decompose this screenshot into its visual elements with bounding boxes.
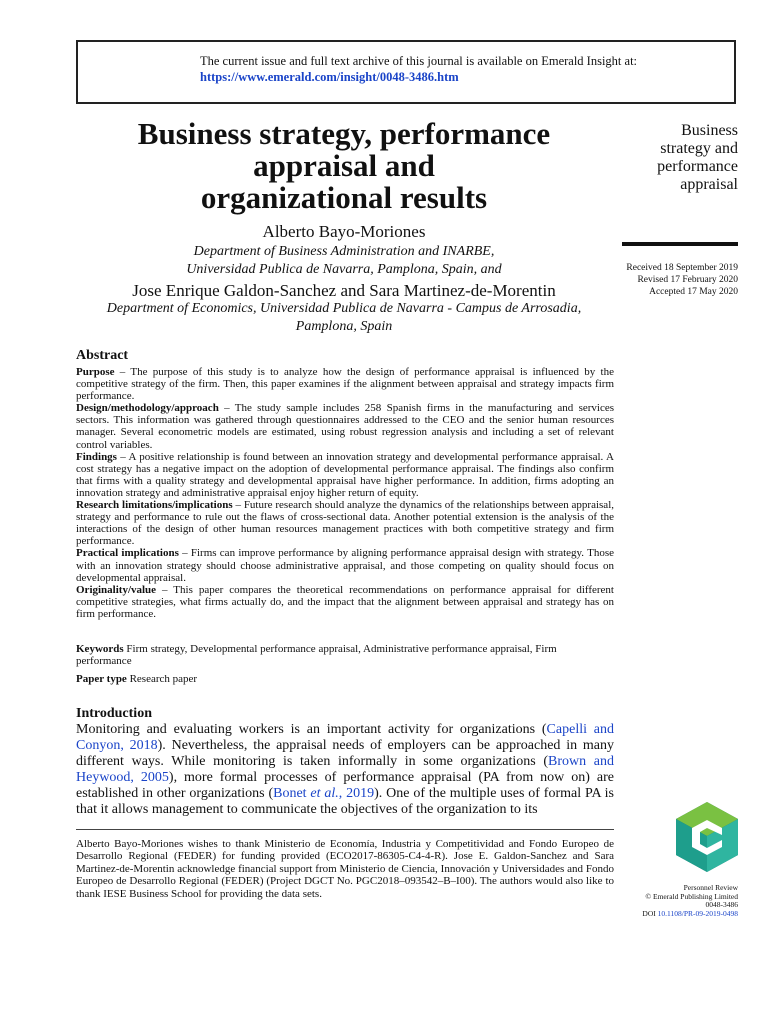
citation-link[interactable]: Capelli and Conyon, 2018 (76, 722, 614, 753)
affiliation-line: Department of Business Administration and INARBE, (193, 244, 495, 259)
section-text: – Future research should analyze the dynamics of the relationships between appraisal, strategy and performance to rule out the flaws of cross-sectional data. Another potential extension is the analysis of the interactions of the design of other human resources management practices with both competitive strategy and firm performance. (76, 499, 614, 548)
abstract-heading: Abstract (76, 348, 129, 363)
section-label: Purpose (76, 366, 115, 378)
citation-author: Bonet (273, 786, 311, 801)
affiliation-line: Department of Economics, Universidad Publica de Navarra - Campus de Arrosadia, (106, 301, 582, 316)
section-text: – A positive relationship is found between an innovation strategy and developmental performance appraisal. A cost strategy has a negative impact on the adoption of developmental performance appraisal. The findings also confirm that firms with a quality strategy and developmental appraisal have higher performance. In addition, firms adopting an innovation strategy and administrative appraisal enjoy higher return of equity. (76, 450, 614, 499)
affiliation-line: Universidad Publica de Navarra, Pamplona, Spain, and (186, 262, 502, 277)
introduction-heading: Introduction (76, 706, 152, 721)
citation-year: , 2019 (338, 786, 375, 801)
journal-doi (600, 910, 738, 919)
abstract-body (76, 366, 614, 620)
section-text: – The study sample includes 258 Spanish firms in the manufacturing and services sectors. This information was gathered through questionnaires addressed to the CEO and the senior human resources manager. Several econometric models are estimated, using robust regression analysis and including a set of relevant control variables. (76, 402, 614, 451)
body-text: Monitoring and evaluating workers is an important activity for organizations ( (76, 722, 547, 737)
running-head-rule (622, 242, 738, 246)
keywords-text: Firm strategy, Developmental performance appraisal, Administrative performance appraisal, Firm performance (76, 643, 557, 668)
keywords-label: Keywords (76, 643, 124, 655)
abstract-section (76, 366, 614, 402)
title-line: Business strategy, performance (137, 116, 551, 151)
journal-issn: 0048-3486 (705, 900, 738, 910)
abstract-section (76, 499, 614, 547)
journal-banner (76, 40, 736, 104)
abstract-section (76, 402, 614, 450)
doi-link[interactable]: 10.1108/PR-09-2019-0498 (657, 908, 738, 918)
section-label: Findings (76, 450, 117, 463)
paper-type (76, 673, 614, 685)
running-head-line: strategy and (660, 140, 738, 157)
introduction-body (76, 722, 614, 818)
received-date: Received 18 September 2019 (626, 263, 738, 273)
body-text: ). Nevertheless, the appraisal needs of employers can be approached in many different ways. While monitoring is taken informally in some organizations ( (76, 738, 615, 769)
crossmark-logo-icon (676, 802, 738, 872)
running-head-line: appraisal (680, 176, 738, 193)
article-dates (600, 262, 738, 298)
abstract-section (76, 584, 614, 620)
citation-etal: et al. (310, 786, 339, 801)
affiliation-2 (76, 300, 612, 336)
section-text: – The purpose of this study is to analyze how the design of performance appraisal is influenced by the competitive strategy of the firm. Then, this paper examines if the alignment between appraisal and strategy impacts firm performance. (76, 366, 614, 403)
author-1: Alberto Bayo-Moriones (262, 222, 426, 241)
running-head (600, 122, 738, 194)
affiliation-line: Pamplona, Spain (295, 319, 393, 334)
abstract-section (76, 451, 614, 499)
section-text: – This paper compares the theoretical recommendations on performance appraisal for different competitive strategies, what firms actually do, and the impact that the alignment between appraisal and strategy has on firm performance. (76, 583, 614, 620)
doi-label: DOI (642, 908, 658, 918)
running-head-line: performance (657, 158, 738, 175)
body-text: ). One of the multiple uses of formal PA is that it allows management to communicate the objectives of the organization to its (76, 786, 614, 817)
running-head-line: Business (681, 122, 738, 139)
section-label: Design/methodology/approach (76, 402, 219, 415)
paper-type-text: Research paper (126, 673, 198, 685)
journal-name: Personnel Review (683, 883, 738, 892)
abstract-section (76, 547, 614, 583)
revised-date: Revised 17 February 2020 (637, 275, 738, 285)
journal-info (600, 884, 738, 918)
section-text: – Firms can improve performance by aligning performance appraisal design with strategy. Those with an innovation strategy should choose administrative appraisal, and those competing on quality should focus on developmental appraisal. (76, 547, 614, 584)
author-2: Jose Enrique Galdon-Sanchez and Sara Martinez-de-Morentin (132, 281, 556, 300)
section-label: Research limitations/implications (76, 499, 233, 512)
section-label: Practical implications (76, 547, 179, 560)
footnote-rule (76, 829, 614, 830)
banner-url-link[interactable]: https://www.emerald.com/insight/0048-3486.htm (200, 70, 459, 84)
section-label: Originality/value (76, 583, 157, 596)
body-text: ), more formal processes of performance appraisal (PA from now on) are established in other organizations ( (76, 770, 614, 801)
paper-type-label: Paper type (76, 673, 127, 685)
affiliation-1 (76, 243, 612, 279)
citation-link[interactable] (273, 786, 374, 801)
article-title (76, 118, 612, 214)
keywords (76, 643, 614, 668)
accepted-date: Accepted 17 May 2020 (649, 287, 738, 297)
acknowledgement-footnote: Alberto Bayo-Moriones wishes to thank Ministerio de Economía, Industria y Competitividad and Fondo Europeo de Desarrollo Regional (FEDER) for funding provided (ECO2017-86305-C4-4-R). Jose E. Galdon-Sanchez and Sara Martinez-de-Morentin acknowledge financial support from Ministerio de Ciencia, Innovación y Universidades and Fondo Europeo de Desarrollo Regional (FEDER) (Project DGCT No. PGC2018–093542–B–I00). The authors would also like to thank IESE Business School for providing the data sets. (76, 838, 614, 900)
title-line: appraisal and (253, 148, 435, 183)
journal-copyright: © Emerald Publishing Limited (645, 891, 738, 901)
citation-link[interactable]: Brown and Heywood, 2005 (76, 754, 614, 785)
title-line: organizational results (200, 180, 488, 215)
banner-text: The current issue and full text archive of this journal is available on Emerald Insight at: (200, 54, 638, 68)
